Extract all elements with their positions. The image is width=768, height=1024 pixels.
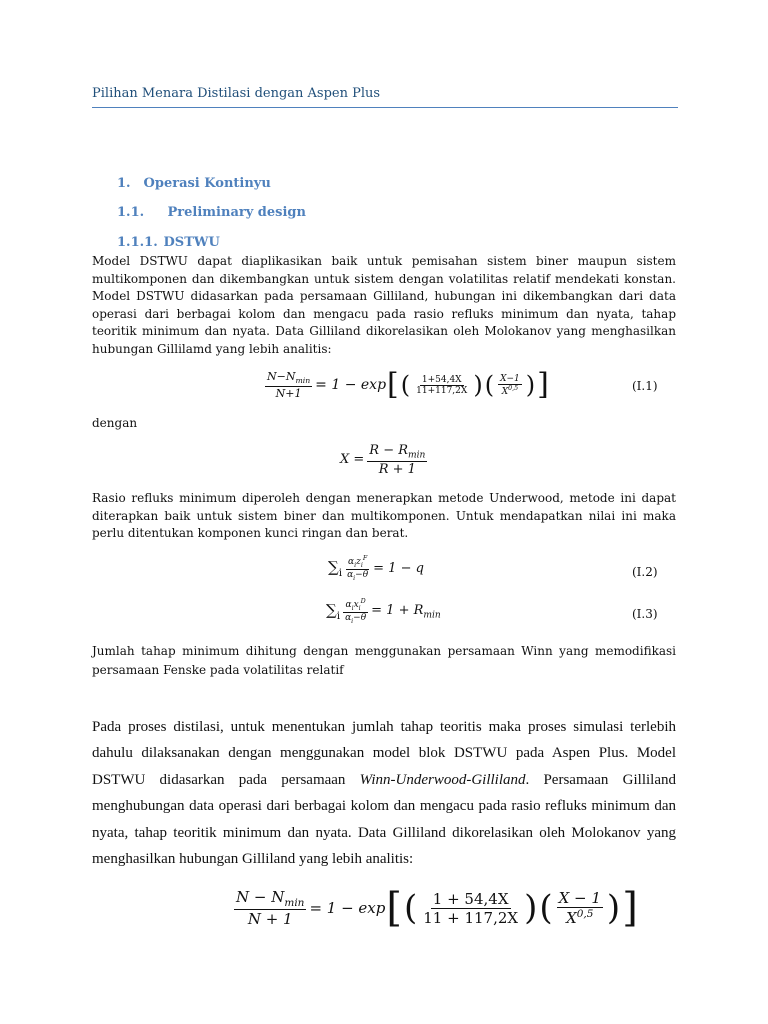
- fraction-2: $\frac{X-1}{X^{0,5}}$: [500, 373, 520, 397]
- fraction-underwood-distillate: $\frac{\alpha_ix_i^D}{\alpha_i-\theta}$: [345, 598, 367, 625]
- fraction-lhs: $\frac{N - N_{min}}{N + 1}$: [236, 888, 305, 928]
- equation-i1: $\frac{N-N_{min}}{N+1}$ = 1 − exp [ ( $\frac{1+54,4X}{11+117,2X}$ ) ( $\frac{X-1}{X^{0,5}}$ ) ]: [267, 367, 549, 402]
- section-heading-1-1-1: [117, 235, 220, 250]
- equation-rhs-text: = 1 − exp: [315, 377, 387, 393]
- equation-number-i1: (I.1): [632, 379, 658, 393]
- paragraph-dengan: dengan: [92, 416, 138, 430]
- fraction-underwood-feed: $\frac{\alpha_iz_i^F}{\alpha_i-\theta}$: [347, 555, 369, 582]
- header-title: Pilihan Menara Distilasi dengan Aspen Plus: [92, 86, 381, 101]
- equation-i3: $\sum_i$ $\frac{\alpha_ix_i^D}{\alpha_i-\theta}$ = $1 + R_{min}$: [326, 598, 441, 625]
- fraction-1: $\frac{1+54,4X}{11+117,2X}$: [416, 374, 468, 396]
- paragraph-dstwu-intro: Model DSTWU dapat diaplikasikan baik untuk pemisahan sistem biner maupun sistem multikomponen dan dikembangkan untuk sistem dengan volatilitas relatif mendekati konstan. Model DSTWU didasarkan pada persamaan Gilliland, hubungan ini dikembangkan dari data operasi dari berbagai kolom dan mengacu pada rasio refluks minimum dan nyata, tahap teoritik minimum dan nyata. Data Gilliland dikorelasikan oleh Molokanov yang menghasilkan hubungan Gillilamd yang lebih analitis:: [92, 254, 676, 356]
- section-title: Preliminary design: [167, 205, 306, 220]
- equation-number-i3: (I.3): [632, 607, 658, 621]
- equation-number-i2: (I.2): [632, 565, 658, 579]
- section-title: Operasi Kontinyu: [143, 176, 271, 191]
- equation-gilliland-large: $\frac{N - N_{min}}{N + 1}$ = 1 − exp [ ( $\frac{1 + 54,4X}{11 + 117,2X}$ ) ( $\frac{X - 1}{X^{0,5}}$ ) ]: [236, 885, 638, 931]
- equation-x: X = $\frac{R - R_{min}}{R + 1}$: [340, 443, 426, 477]
- section-heading-1-1: [117, 205, 306, 220]
- page-header: [92, 86, 678, 108]
- paragraph-winn: Jumlah tahap minimum dihitung dengan menggunakan persamaan Winn yang memodifikasi persamaan Fenske pada volatilitas relatif: [92, 644, 676, 677]
- section-number: 1.1.1.: [117, 235, 158, 250]
- equation-i2: $\sum_i$ $\frac{\alpha_iz_i^F}{\alpha_i-\theta}$ = 1 − q: [328, 555, 424, 582]
- section-number: 1.1.: [117, 205, 145, 220]
- fraction-lhs: $\frac{N-N_{min}}{N+1}$: [267, 370, 311, 400]
- paragraph-underwood: Rasio refluks minimum diperoleh dengan menerapkan metode Underwood, metode ini dapat diterapkan baik untuk sistem biner dan multikomponen. Untuk mendapatkan nilai ini maka perlu ditentukan komponen kunci ringan dan berat.: [92, 491, 676, 541]
- section-title: DSTWU: [163, 235, 220, 250]
- section-heading-1: [117, 176, 271, 191]
- section-number: 1.: [117, 176, 131, 191]
- fraction-2: $\frac{X - 1}{X^{0,5}}$: [558, 889, 601, 927]
- paragraph-aspen: Pada proses distilasi, untuk menentukan jumlah tahap teoritis maka proses simulasi terlebih dahulu dilaksanakan dengan menggunakan model blok DSTWU pada Aspen Plus. Model DSTWU didasarkan pada persamaan Winn-Underwood-Gilliland. Persamaan Gilliland menghubungan data operasi dari berbagai kolom dan mengacu pada rasio refluks minimum dan nyata, tahap teoritik minimum dan nyata. Data Gilliland dikorelasikan oleh Molokanov yang menghasilkan hubungan Gilliland yang lebih analitis:: [92, 719, 676, 868]
- fraction-x: $\frac{R - R_{min}}{R + 1}$: [369, 443, 426, 477]
- fraction-1: $\frac{1 + 54,4X}{11 + 117,2X}$: [423, 889, 519, 927]
